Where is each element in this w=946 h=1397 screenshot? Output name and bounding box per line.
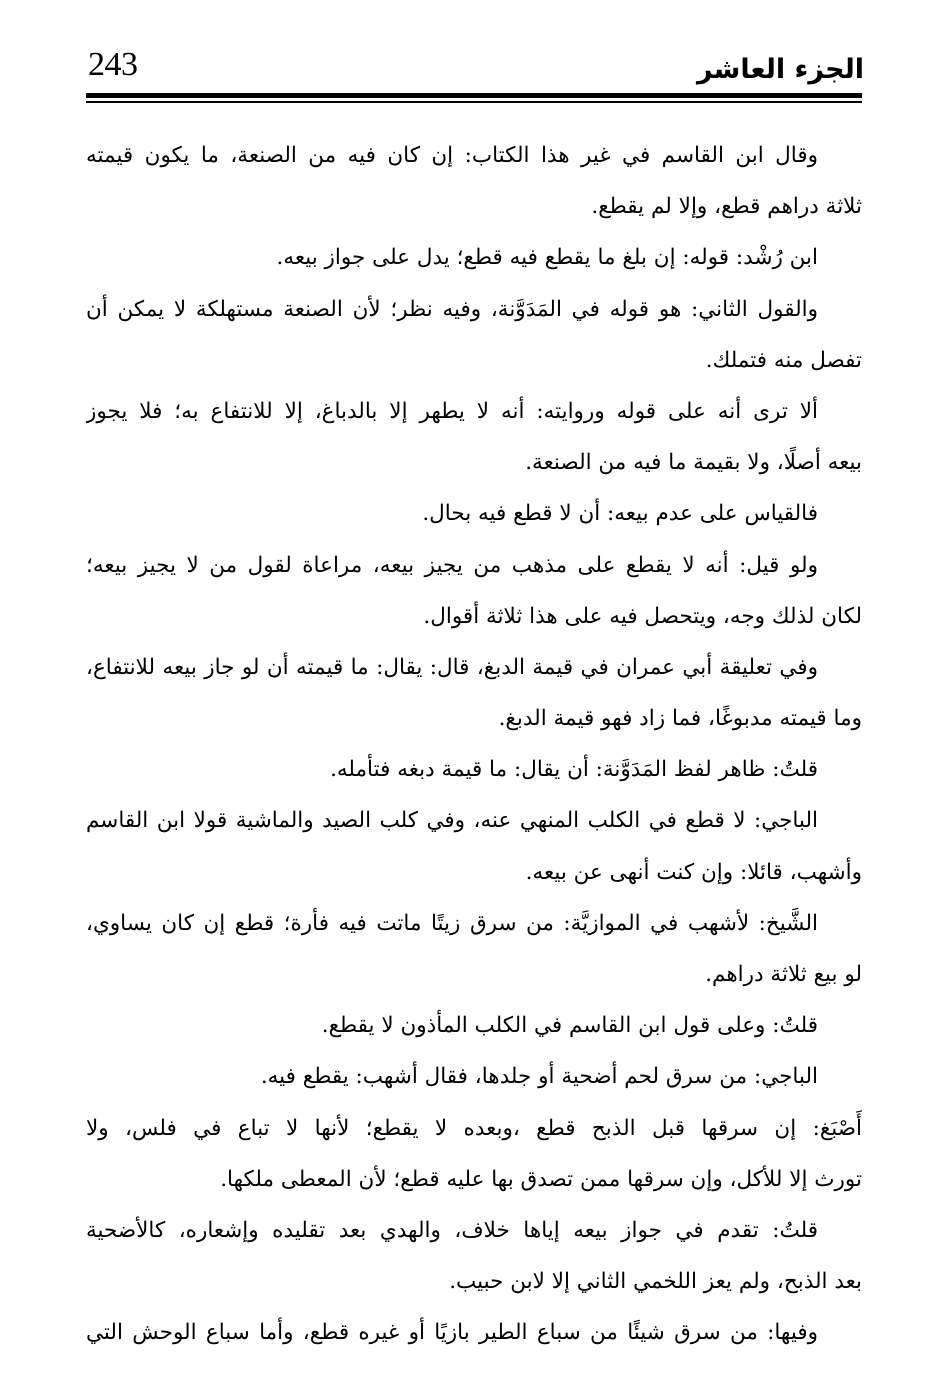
text-line: وقال ابن القاسم في غير هذا الكتاب: إن كان فيه من الصنعة، ما يكون قيمته <box>86 143 818 168</box>
text-line: لو بيع ثلاثة دراهم. <box>705 962 862 987</box>
text-line: بيعه أصلًا، ولا بقيمة ما فيه من الصنعة. <box>525 450 862 476</box>
text-line: قلتُ: وعلى قول ابن القاسم في الكلب المأذون لا يقطع. <box>321 1013 818 1039</box>
body-text <box>86 130 862 1359</box>
text-line: فالقياس على عدم بيعه: أن لا قطع فيه بحال. <box>422 501 818 527</box>
text-line: ولو قيل: أنه لا يقطع على مذهب من يجيز بيعه، مراعاة لقول من لا يجيز بيعه؛ <box>86 552 818 578</box>
text-line: بعد الذبح، ولم يعز اللخمي الثاني إلا لابن حبيب. <box>449 1269 862 1295</box>
text-line: لكان لذلك وجه، ويتحصل فيه على هذا ثلاثة أقوال. <box>423 603 862 629</box>
text-line: تفصل منه فتملك. <box>705 347 862 373</box>
text-line: وأشهب، قائلا: وإن كنت أنهى عن بيعه. <box>525 859 862 885</box>
text-line: ألا ترى أنه على قوله وروايته: أنه لا يطهر إلا بالدباغ، إلا للانتفاع به؛ فلا يجوز <box>86 398 818 424</box>
text-line: تورث إلا للأكل، وإن سرقها ممن تصدق بها عليه قطع؛ لأن المعطى ملكها. <box>220 1166 862 1192</box>
text-line: وما قيمته مدبوغًا، فما زاد فهو قيمة الدبغ. <box>498 706 862 732</box>
text-line: الباجي: من سرق لحم أضحية أو جلدها، فقال أشهب: يقطع فيه. <box>260 1064 818 1090</box>
text-line: الشَّيخ: لأشهب في الموازيَّة: من سرق زيتًا ماتت فيه فأرة؛ قطع إن كان يساوي، <box>86 910 818 936</box>
text-line: أَصْبَغ: إن سرقها قبل الذبح قطع ،وبعده لا يقطع؛ لأنها لا تباع في فلس، ولا <box>86 1115 862 1141</box>
text-line: وفي تعليقة أبي عمران في قيمة الدبغ، قال: يقال: ما قيمته أن لو جاز بيعه للانتفاع، <box>86 654 818 680</box>
text-line: ثلاثة دراهم قطع، وإلا لم يقطع. <box>591 194 862 220</box>
text-line: قلتُ: تقدم في جواز بيعه إياها خلاف، والهدي بعد تقليده وإشعاره، كالأضحية <box>86 1217 818 1243</box>
text-line: والقول الثاني: هو قوله في المَدَوَّنة، وفيه نظر؛ لأن الصنعة مستهلكة لا يمكن أن <box>86 296 818 322</box>
text-line: ابن رُشْد: قوله: إن بلغ ما يقطع فيه قطع؛ يدل على جواز بيعه. <box>276 245 818 271</box>
text-line: وفيها: من سرق شيئًا من سباع الطير بازيًا أو غيره قطع، وأما سباع الوحش التي <box>86 1320 818 1346</box>
text-line: الباجي: لا قطع في الكلب المنهي عنه، وفي كلب الصيد والماشية قولا ابن القاسم <box>86 808 818 834</box>
text-line: قلتُ: ظاهر لفظ المَدَوَّنة: أن يقال: ما قيمة دبغه فتأمله. <box>330 757 818 783</box>
page-number: 243 <box>88 46 138 83</box>
header-rule-thick <box>86 93 862 98</box>
header-rule-thin <box>86 101 862 103</box>
running-title: الجزء العاشر <box>697 54 864 85</box>
